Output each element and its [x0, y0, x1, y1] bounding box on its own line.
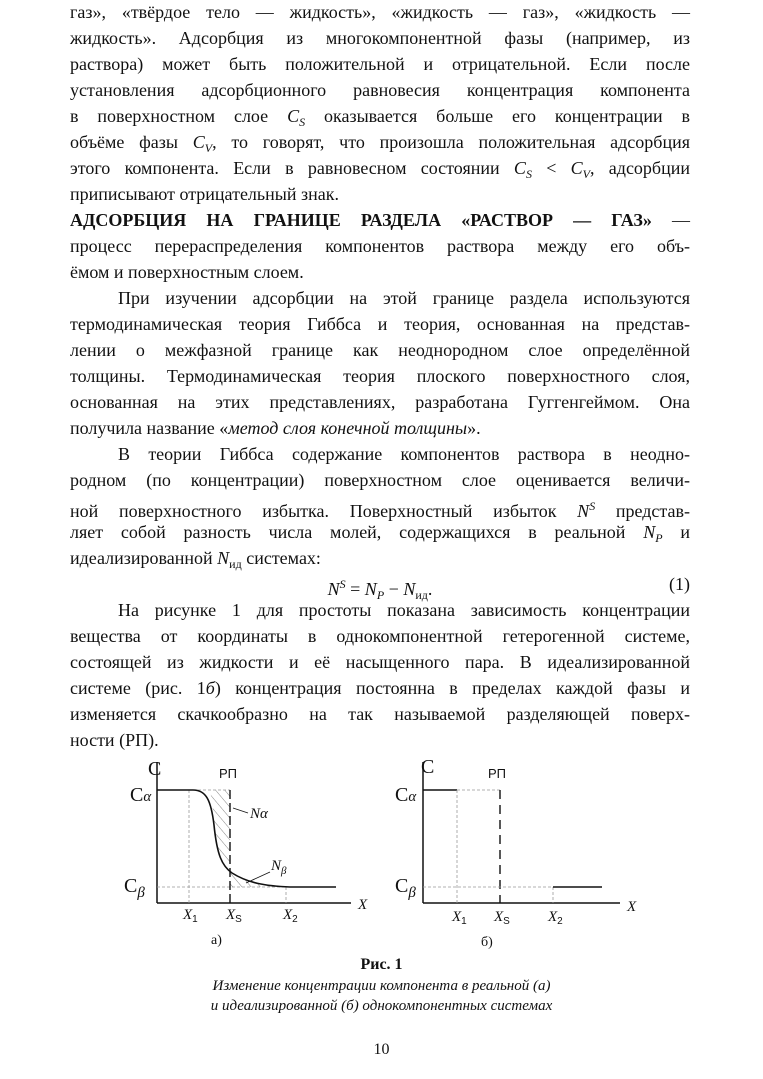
eq-minus: − — [384, 579, 404, 599]
figure-caption-line: и идеализированной (б) однокомпонентных системах — [210, 998, 553, 1014]
eq-sup: S — [339, 577, 346, 591]
text-run: раствора) может быть положительной и отрицательной. Если после — [70, 54, 690, 74]
eq-sub: P — [376, 588, 385, 602]
equation-1 — [70, 571, 690, 602]
text-run: получила название « — [70, 418, 229, 438]
text-run: лении о межфазной границе как неоднородном слое определённой — [70, 340, 690, 360]
text-run: На рисунке 1 для простоты показана зависимость концентрации — [118, 600, 690, 620]
rp-label: РП — [488, 766, 507, 781]
n-alpha-leader — [233, 808, 248, 813]
text-run: изменяется скачкообразно на так называемой разделяющей поверх- — [70, 704, 690, 724]
formatted-text: C — [192, 132, 205, 152]
y-axis-label: C — [148, 758, 162, 780]
n-beta-label: $N_\beta$ — [271, 858, 287, 877]
text-run: состоящей из жидкости и её насыщенного пара. В идеализированной — [70, 652, 690, 672]
text-run: жидкость». Адсорбция из многокомпонентной фазы (например, из — [70, 28, 690, 48]
x1-tick: $X_1$ — [452, 909, 467, 927]
eq-term: N — [403, 579, 416, 599]
text-run: приписывают отрицательный знак. — [70, 184, 339, 204]
figure-caption-title: Рис. 1 — [360, 956, 403, 973]
text-run: представ- — [595, 501, 690, 521]
text-line — [118, 441, 690, 467]
formatted-text: б — [205, 678, 215, 698]
formatted-text: C — [513, 158, 526, 178]
c-alpha-label: Cα — [395, 784, 417, 806]
text-line — [70, 649, 690, 675]
text-run: газ», «твёрдое тело — жидкость», «жидкость — газ», «жидкость — — [70, 2, 690, 22]
formatted-text: V — [582, 167, 591, 181]
text-line — [70, 415, 690, 441]
x1-tick: $X_1$ — [183, 907, 198, 925]
text-run: оказывается больше его концентрации в — [305, 106, 690, 126]
rp-label: РП — [219, 766, 238, 781]
panel-a-label: а) — [211, 933, 222, 948]
text-line — [70, 103, 690, 129]
x2-tick: $X_2$ — [283, 907, 298, 925]
c-beta-label: $C_\beta$ — [395, 875, 416, 901]
formatted-text: N — [217, 548, 230, 568]
bold-term: АДСОРБЦИЯ НА ГРАНИЦЕ РАЗДЕЛА «РАСТВОР — ГАЗ» — [70, 210, 652, 230]
text-run: и — [662, 522, 690, 542]
text-run: вещества от координаты в однокомпонентной гетерогенной системе, — [70, 626, 690, 646]
text-run: , адсорбции — [590, 158, 690, 178]
text-line — [70, 545, 690, 571]
y-axis-label: C — [421, 756, 435, 778]
page-number: 10 — [373, 1041, 390, 1058]
text-run: ности (РП). — [70, 730, 159, 750]
n-beta-hatch — [230, 872, 286, 887]
eq-sub: ид — [415, 588, 428, 602]
panel-a-chart — [124, 758, 368, 948]
text-run: объёме фазы — [70, 132, 193, 152]
text-run: термодинамическая теория Гиббса и теория, основанная на представ- — [70, 314, 690, 334]
text-run: идеализированной — [70, 548, 218, 568]
text-run: < — [531, 158, 571, 178]
text-line — [70, 389, 690, 415]
text-run: ной поверхностного избытка. Поверхностный избыток — [70, 501, 578, 521]
text-line — [70, 519, 690, 545]
n-beta-leader — [246, 872, 270, 883]
text-line — [70, 363, 690, 389]
text-run: ) концентрация постоянна в пределах каждой фазы и — [214, 678, 691, 698]
text-run: толщины. Термодинамическая теория плоского поверхностного слоя, — [70, 366, 690, 386]
eq-term: N — [327, 579, 340, 599]
text-line — [70, 233, 690, 259]
text-line — [70, 0, 690, 25]
formatted-text: N — [643, 522, 656, 542]
text-run: основанная на этих представлениях, разработана Гуггенгеймом. Она — [70, 392, 690, 412]
equation — [70, 571, 690, 608]
figure-caption-line: Изменение концентрации компонента в реальной (а) — [212, 978, 551, 994]
formatted-text: C — [287, 106, 300, 126]
n-alpha-label: Nα — [250, 806, 268, 822]
c-beta-label: $C_\beta$ — [124, 875, 145, 901]
text-run: установления адсорбционного равновесия концентрация компонента — [70, 80, 690, 100]
text-line — [118, 285, 690, 311]
formatted-text: ид — [229, 557, 242, 571]
text-run: в поверхностном слое — [70, 106, 288, 126]
n-alpha-hatch — [210, 790, 230, 872]
term-heading-line — [70, 207, 690, 233]
text-run: процесс перераспределения компонентов раствора между его объ- — [70, 236, 690, 256]
text-run: системах: — [241, 548, 321, 568]
text-line — [70, 77, 690, 103]
formatted-text: N — [577, 501, 590, 521]
text-run: ляет собой разность числа молей, содержащихся в реальной — [70, 522, 644, 542]
text-line — [70, 51, 690, 77]
formatted-text: P — [655, 531, 663, 545]
xs-tick: $X_S$ — [226, 907, 242, 925]
figure-1 — [0, 750, 763, 950]
x2-tick: $X_2$ — [548, 909, 563, 927]
panel-b-label: б) — [481, 935, 493, 950]
text-line — [70, 129, 690, 155]
text-line — [70, 467, 690, 493]
text-run: этого компонента. Если в равновесном состоянии — [70, 158, 514, 178]
text-line — [70, 259, 690, 285]
text-run: , то говорят, что произошла положительная адсорбция — [212, 132, 690, 152]
text-line — [70, 311, 690, 337]
formatted-text: метод слоя конечной толщины — [228, 418, 468, 438]
text-run: — — [651, 210, 690, 230]
text-line — [70, 181, 690, 207]
xs-tick: $X_S$ — [494, 909, 510, 927]
equation-number: (1) — [669, 574, 690, 594]
text-line — [70, 675, 690, 701]
panel-b-chart — [395, 756, 637, 950]
eq-term: N — [364, 579, 377, 599]
text-run: При изучении адсорбции на этой границе раздела используются — [118, 288, 690, 308]
text-line — [70, 155, 690, 181]
text-run: В теории Гиббса содержание компонентов раствора в неодно- — [118, 444, 690, 464]
formatted-text: S — [589, 499, 596, 513]
formatted-text: S — [299, 115, 306, 129]
eq-sign: = — [345, 579, 365, 599]
formatted-text: V — [204, 141, 213, 155]
text-line — [70, 25, 690, 51]
text-line — [70, 701, 690, 727]
formatted-text: S — [525, 167, 532, 181]
x-axis-label: X — [358, 897, 368, 913]
concentration-curve — [157, 790, 336, 887]
text-line — [70, 623, 690, 649]
text-run: родном (по концентрации) поверхностном слое оценивается величи- — [70, 470, 690, 490]
formatted-text: C — [570, 158, 583, 178]
text-run: ». — [467, 418, 481, 438]
text-run: системе (рис. 1 — [70, 678, 206, 698]
eq-end: . — [427, 579, 433, 599]
text-line — [70, 493, 690, 519]
text-run: ёмом и поверхностным слоем. — [70, 262, 304, 282]
c-alpha-label: Cα — [130, 784, 152, 806]
x-axis-label: X — [627, 899, 637, 915]
text-line — [70, 337, 690, 363]
